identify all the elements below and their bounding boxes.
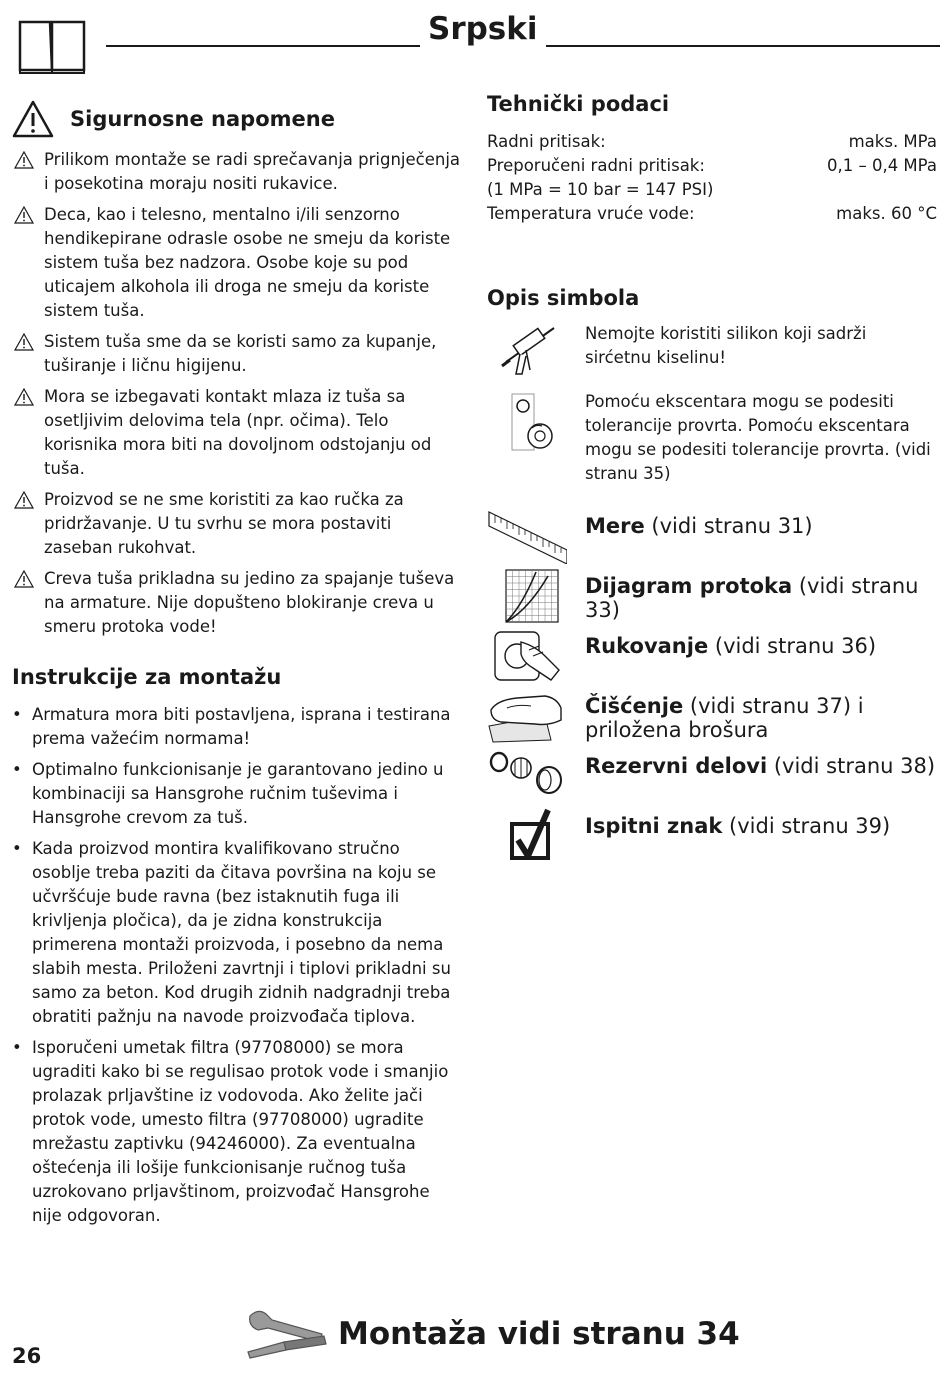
ref-rest: (vidi stranu 39) — [722, 814, 891, 838]
safety-item-text: Prilikom montaže se radi sprečavanja prignječenja i posekotina moraju nositi rukavice. — [44, 150, 461, 193]
eccentric-text: Pomoću ekscentara mogu se podesiti tolerancije provrta. Pomoću ekscentara mogu se podesiti tolerancije provrta. (vidi stranu 35) — [585, 392, 931, 483]
symbol-cleaning — [487, 686, 937, 746]
ruler-icon — [487, 506, 567, 564]
flow-diagram-icon — [487, 566, 567, 624]
tech-row — [487, 202, 937, 226]
tech-table — [487, 130, 937, 226]
check-mark-icon — [487, 806, 567, 862]
ref-rest: (vidi stranu 31) — [644, 514, 813, 538]
symbol-handling — [487, 626, 937, 686]
list-item — [12, 703, 462, 751]
ref-bold: Dijagram protoka — [585, 574, 793, 598]
ref-rest: (vidi stranu 37) i priložena brošura — [585, 694, 864, 742]
tech-label: Radni pritisak: — [487, 132, 606, 151]
safety-item-text: Sistem tuša sme da se koristi samo za kupanje, tuširanje i ličnu higijenu. — [44, 332, 437, 375]
list-item — [12, 758, 462, 830]
right-column — [487, 92, 937, 866]
assembly-title: Instrukcije za montažu — [12, 665, 282, 689]
tech-title: Tehnički podaci — [487, 92, 670, 116]
list-item — [12, 837, 462, 1029]
tech-value: maks. MPa — [848, 132, 937, 151]
assembly-list — [12, 703, 462, 1228]
safety-item-text: Mora se izbegavati kontakt mlaza iz tuša sa osetljivim delovima tela (npr. očima). Telo korisnika mora biti na dovoljnom odstojanju od tuša. — [44, 387, 432, 478]
flow-ref — [585, 574, 937, 622]
page-title: Srpski — [420, 10, 546, 48]
spare-parts-icon — [487, 746, 567, 796]
list-item — [12, 567, 462, 639]
bullet: • — [12, 1038, 22, 1057]
assembly-item-text: Kada proizvod montira kvalifikovano stručno osoblje treba paziti da čitava površina na koju se učvršćuje bude ravna (bez istaknutih fuga ili krivljenja pločica), da je zidna konstrukcija primerena montaži proizvoda, i posebno da nema slabih mesta. Priloženi zavrtnji i tiplovi prikladni su samo za beton. Kod drugih zidnih nadgradnji treba obratiti pažnju na navode proizvođača tiplova. — [32, 839, 451, 1026]
warning-icon — [12, 100, 54, 138]
dimensions-ref — [585, 514, 813, 538]
warning-icon — [12, 388, 36, 406]
list-item — [12, 148, 462, 196]
warning-icon — [12, 333, 36, 351]
ref-rest: (vidi stranu 33) — [585, 574, 919, 622]
ref-bold: Mere — [585, 514, 645, 538]
page-number: 26 — [12, 1344, 42, 1368]
bullet: • — [12, 760, 22, 779]
symbol-flow — [487, 566, 937, 626]
safety-item-text: Deca, kao i telesno, mentalno i/ili senzorno hendikepirane odrasle osobe ne smeju da koriste sistem tuša bez nadzora. Osobe koje su pod uticajem alkohola ili droga ne smeju da koriste sistem tuša. — [44, 205, 451, 320]
ref-rest: (vidi stranu 38) — [767, 754, 936, 778]
warning-icon — [12, 206, 36, 224]
symbols-heading — [487, 286, 937, 310]
symbol-silicone — [487, 322, 937, 378]
symbol-dimensions — [487, 506, 937, 566]
safety-heading — [12, 100, 462, 138]
wrench-screwdriver-icon — [244, 1306, 328, 1362]
book-icon — [18, 18, 86, 74]
silicone-text: Nemojte koristiti silikon koji sadrži sirćetnu kiselinu! — [585, 324, 867, 367]
list-item — [12, 1036, 462, 1228]
ref-bold: Rezervni delovi — [585, 754, 768, 778]
warning-icon — [12, 570, 36, 588]
symbols-title: Opis simbola — [487, 286, 640, 310]
bullet: • — [12, 705, 22, 724]
footer-assembly-ref: Montaža vidi stranu 34 — [338, 1316, 740, 1352]
warning-icon — [12, 491, 36, 509]
tech-value: maks. 60 °C — [836, 204, 937, 223]
assembly-item-text: Optimalno funkcionisanje je garantovano jedino u kombinaciji sa Hansgrohe ručnim tuševima i Hansgrohe crevom za tuš. — [32, 760, 444, 827]
handling-ref — [585, 634, 876, 658]
test-mark-ref — [585, 814, 890, 838]
cleaning-hand-icon — [487, 686, 567, 744]
assembly-item-text: Armatura mora biti postavljena, isprana i testirana prema važećim normama! — [32, 705, 451, 748]
assembly-heading — [12, 665, 462, 689]
symbol-eccentric — [487, 390, 937, 486]
symbol-test-mark — [487, 806, 937, 866]
tech-row — [487, 130, 937, 154]
ref-bold: Ispitni znak — [585, 814, 723, 838]
safety-item-text: Proizvod se ne sme koristiti za kao ručka za pridržavanje. U tu svrhu se mora postaviti zaseban rukohvat. — [44, 490, 404, 557]
ref-bold: Čišćenje — [585, 694, 684, 718]
spare-parts-ref — [585, 754, 935, 778]
list-item — [12, 385, 462, 481]
tech-heading — [487, 92, 937, 116]
left-column — [12, 100, 462, 1235]
silicone-gun-icon — [487, 322, 567, 378]
safety-list — [12, 148, 462, 639]
tech-row — [487, 154, 937, 178]
tech-label: Temperatura vruće vode: — [487, 204, 695, 223]
tech-label: Preporučeni radni pritisak: — [487, 156, 705, 175]
symbol-spare-parts — [487, 746, 937, 806]
safety-item-text: Creva tuša prikladna su jedino za spajanje tuševa na armature. Nije dopušteno blokiranje creva u smeru protoka vode! — [44, 569, 455, 636]
warning-icon — [12, 151, 36, 169]
tech-label: (1 MPa = 10 bar = 147 PSI) — [487, 180, 714, 199]
bullet: • — [12, 839, 22, 858]
handling-icon — [487, 626, 567, 684]
list-item — [12, 488, 462, 560]
list-item — [12, 203, 462, 323]
ref-rest: (vidi stranu 36) — [708, 634, 877, 658]
assembly-item-text: Isporučeni umetak filtra (97708000) se mora ugraditi kako bi se regulisao protok vode i smanjio prolazak prljavštine iz vodovoda. Ako želite jači protok vode, umesto filtra (97708000) ugradite mrežastu zaptivku (94246000). Za eventualna oštećenja ili lošije funkcionisanje ručnog tuša uzrokovano prljavštinom, proizvođač Hansgrohe nije odgovoran. — [32, 1038, 449, 1225]
ref-bold: Rukovanje — [585, 634, 709, 658]
safety-title: Sigurnosne napomene — [70, 107, 335, 131]
cleaning-ref — [585, 694, 937, 742]
tech-row — [487, 178, 937, 202]
eccentric-icon — [487, 390, 567, 454]
list-item — [12, 330, 462, 378]
tech-value: 0,1 – 0,4 MPa — [826, 156, 937, 175]
